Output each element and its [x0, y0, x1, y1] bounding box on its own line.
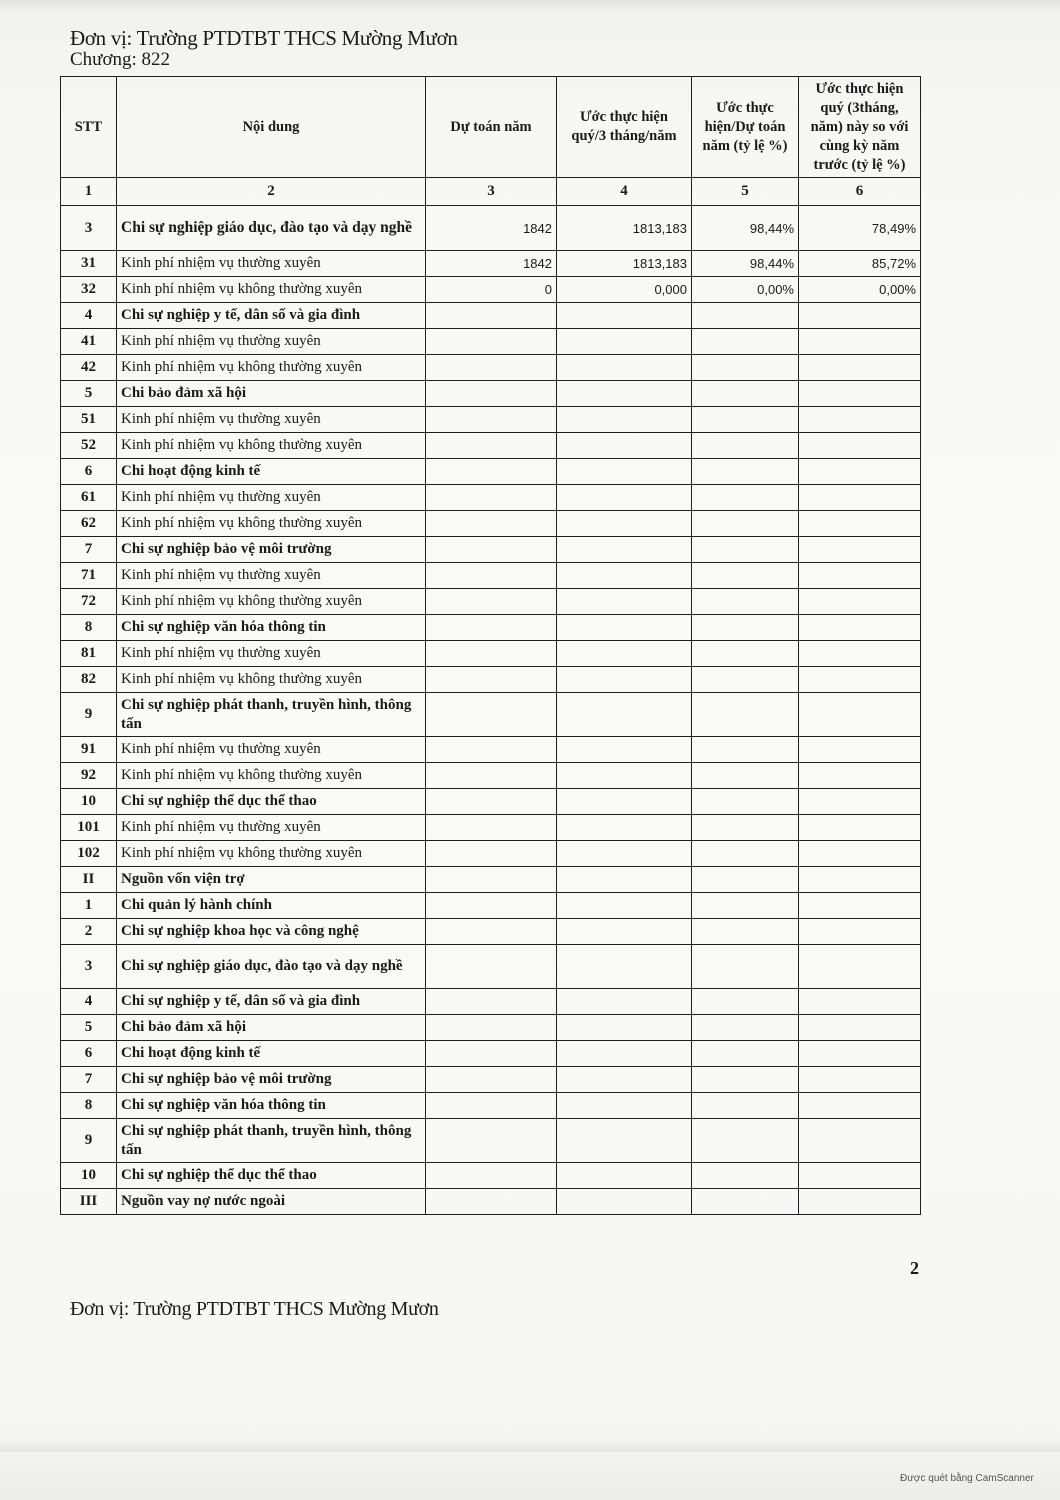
row-content: Kinh phí nhiệm vụ không thường xuyên	[117, 667, 426, 693]
row-ratio-prev-year	[799, 1041, 921, 1067]
row-estimate	[557, 693, 692, 737]
row-content: Kinh phí nhiệm vụ thường xuyên	[117, 251, 426, 277]
row-stt: 8	[61, 615, 117, 641]
row-content: Chi sự nghiệp y tế, dân số và gia đình	[117, 303, 426, 329]
row-estimate	[557, 381, 692, 407]
table-row	[61, 693, 921, 737]
row-budget	[426, 989, 557, 1015]
row-estimate	[557, 1015, 692, 1041]
table-row	[61, 615, 921, 641]
row-ratio-budget	[692, 989, 799, 1015]
row-ratio-prev-year	[799, 1015, 921, 1041]
camscanner-watermark: Được quét bằng CamScanner	[900, 1473, 1034, 1484]
row-stt: 9	[61, 693, 117, 737]
row-budget	[426, 1093, 557, 1119]
row-budget	[426, 693, 557, 737]
table-row	[61, 1041, 921, 1067]
page-number: 2	[910, 1258, 919, 1278]
row-ratio-budget	[692, 1093, 799, 1119]
row-content: Chi sự nghiệp văn hóa thông tin	[117, 615, 426, 641]
table-row	[61, 303, 921, 329]
row-ratio-budget	[692, 1163, 799, 1189]
row-ratio-prev-year	[799, 841, 921, 867]
row-stt: 72	[61, 589, 117, 615]
column-number: 5	[692, 178, 799, 206]
row-budget	[426, 433, 557, 459]
row-stt: 61	[61, 485, 117, 511]
row-estimate	[557, 1041, 692, 1067]
row-stt: 5	[61, 1015, 117, 1041]
table-row	[61, 945, 921, 989]
table-row	[61, 537, 921, 563]
row-budget	[426, 893, 557, 919]
column-number: 1	[61, 178, 117, 206]
row-stt: 2	[61, 919, 117, 945]
row-ratio-budget	[692, 329, 799, 355]
row-content: Chi hoạt động kinh tế	[117, 459, 426, 485]
row-budget	[426, 1189, 557, 1215]
row-content: Kinh phí nhiệm vụ không thường xuyên	[117, 277, 426, 303]
row-budget	[426, 789, 557, 815]
row-estimate	[557, 1189, 692, 1215]
row-estimate	[557, 641, 692, 667]
row-stt: 7	[61, 1067, 117, 1093]
row-estimate	[557, 1163, 692, 1189]
page-edge-top	[0, 0, 1060, 14]
row-budget	[426, 355, 557, 381]
row-ratio-prev-year	[799, 1119, 921, 1163]
table-row	[61, 789, 921, 815]
row-budget	[426, 737, 557, 763]
table-row	[61, 589, 921, 615]
row-estimate	[557, 615, 692, 641]
row-content: Chi sự nghiệp bảo vệ môi trường	[117, 1067, 426, 1093]
row-ratio-prev-year	[799, 485, 921, 511]
row-ratio-budget	[692, 641, 799, 667]
row-ratio-budget	[692, 1015, 799, 1041]
table-row	[61, 407, 921, 433]
row-stt: 6	[61, 1041, 117, 1067]
row-ratio-budget	[692, 563, 799, 589]
row-estimate	[557, 485, 692, 511]
row-ratio-prev-year	[799, 867, 921, 893]
table-row	[61, 329, 921, 355]
row-stt: 1	[61, 893, 117, 919]
row-estimate	[557, 737, 692, 763]
row-content: Nguồn vay nợ nước ngoài	[117, 1189, 426, 1215]
row-ratio-budget	[692, 667, 799, 693]
row-estimate: 1813,183	[557, 206, 692, 251]
row-ratio-prev-year	[799, 615, 921, 641]
row-ratio-budget	[692, 589, 799, 615]
row-stt: 32	[61, 277, 117, 303]
row-ratio-prev-year	[799, 355, 921, 381]
table-row	[61, 563, 921, 589]
row-content: Chi sự nghiệp khoa học và công nghệ	[117, 919, 426, 945]
row-stt: 71	[61, 563, 117, 589]
row-budget	[426, 303, 557, 329]
row-ratio-prev-year	[799, 1189, 921, 1215]
row-stt: 4	[61, 303, 117, 329]
column-header-ratio-prev-year: Ước thực hiện quý (3tháng, năm) này so với cùng kỳ năm trước (tỷ lệ %)	[799, 77, 921, 178]
footer-unit-name: Đơn vị: Trường PTDTBT THCS Mường Mươn	[70, 1298, 439, 1320]
row-stt: 5	[61, 381, 117, 407]
table-row	[61, 381, 921, 407]
row-ratio-budget	[692, 355, 799, 381]
row-stt: 3	[61, 206, 117, 251]
row-estimate	[557, 303, 692, 329]
table-row	[61, 641, 921, 667]
row-content: Kinh phí nhiệm vụ thường xuyên	[117, 815, 426, 841]
row-ratio-prev-year	[799, 737, 921, 763]
row-estimate: 0,000	[557, 277, 692, 303]
row-budget	[426, 381, 557, 407]
row-budget	[426, 919, 557, 945]
row-stt: 81	[61, 641, 117, 667]
row-stt: 102	[61, 841, 117, 867]
row-content: Chi bảo đảm xã hội	[117, 381, 426, 407]
row-ratio-prev-year	[799, 945, 921, 989]
table-row	[61, 1015, 921, 1041]
row-stt: 7	[61, 537, 117, 563]
row-estimate	[557, 763, 692, 789]
column-header-content: Nội dung	[117, 77, 426, 178]
row-content: Chi sự nghiệp giáo dục, đào tạo và dạy nghề	[117, 206, 426, 251]
row-budget	[426, 329, 557, 355]
column-number: 6	[799, 178, 921, 206]
row-ratio-budget: 0,00%	[692, 277, 799, 303]
row-budget	[426, 511, 557, 537]
row-budget	[426, 1163, 557, 1189]
row-ratio-budget	[692, 737, 799, 763]
row-stt: 31	[61, 251, 117, 277]
row-ratio-prev-year	[799, 789, 921, 815]
row-stt: 3	[61, 945, 117, 989]
row-stt: 51	[61, 407, 117, 433]
row-ratio-budget	[692, 693, 799, 737]
row-ratio-budget	[692, 789, 799, 815]
row-content: Chi sự nghiệp bảo vệ môi trường	[117, 537, 426, 563]
table-row	[61, 459, 921, 485]
row-estimate	[557, 841, 692, 867]
row-budget	[426, 763, 557, 789]
table-row	[61, 763, 921, 789]
row-ratio-prev-year	[799, 407, 921, 433]
row-stt: 6	[61, 459, 117, 485]
row-budget	[426, 537, 557, 563]
row-budget: 1842	[426, 251, 557, 277]
table-row	[61, 815, 921, 841]
budget-report-table	[60, 76, 921, 1215]
row-ratio-prev-year	[799, 815, 921, 841]
row-content: Kinh phí nhiệm vụ thường xuyên	[117, 329, 426, 355]
row-ratio-budget: 98,44%	[692, 206, 799, 251]
table-row	[61, 893, 921, 919]
row-ratio-prev-year	[799, 989, 921, 1015]
row-ratio-prev-year	[799, 433, 921, 459]
row-content: Nguồn vốn viện trợ	[117, 867, 426, 893]
row-estimate	[557, 1119, 692, 1163]
row-budget	[426, 485, 557, 511]
row-ratio-budget	[692, 815, 799, 841]
row-budget	[426, 589, 557, 615]
row-estimate	[557, 433, 692, 459]
row-ratio-prev-year	[799, 589, 921, 615]
table-row	[61, 251, 921, 277]
row-content: Chi sự nghiệp thể dục thể thao	[117, 1163, 426, 1189]
row-estimate	[557, 893, 692, 919]
row-estimate	[557, 563, 692, 589]
row-ratio-prev-year	[799, 763, 921, 789]
column-header-ratio-budget: Ước thực hiện/Dự toán năm (tỷ lệ %)	[692, 77, 799, 178]
row-estimate	[557, 789, 692, 815]
column-header-stt: STT	[61, 77, 117, 178]
row-ratio-prev-year	[799, 329, 921, 355]
row-ratio-prev-year	[799, 381, 921, 407]
row-stt: 4	[61, 989, 117, 1015]
row-content: Kinh phí nhiệm vụ thường xuyên	[117, 641, 426, 667]
row-estimate	[557, 815, 692, 841]
row-ratio-budget	[692, 945, 799, 989]
row-stt: 91	[61, 737, 117, 763]
row-ratio-prev-year	[799, 693, 921, 737]
row-budget: 1842	[426, 206, 557, 251]
table-row	[61, 355, 921, 381]
column-header-budget: Dự toán năm	[426, 77, 557, 178]
column-number: 3	[426, 178, 557, 206]
page-edge-bottom	[0, 1440, 1060, 1452]
row-estimate	[557, 945, 692, 989]
table-row	[61, 1093, 921, 1119]
row-ratio-prev-year: 85,72%	[799, 251, 921, 277]
table-row	[61, 989, 921, 1015]
row-estimate	[557, 459, 692, 485]
row-ratio-budget	[692, 381, 799, 407]
table-row	[61, 1189, 921, 1215]
row-budget	[426, 641, 557, 667]
row-estimate	[557, 329, 692, 355]
table-header-row	[61, 77, 921, 178]
row-budget	[426, 667, 557, 693]
row-stt: 41	[61, 329, 117, 355]
table-row	[61, 511, 921, 537]
row-ratio-prev-year	[799, 1067, 921, 1093]
row-ratio-budget	[692, 1119, 799, 1163]
row-estimate	[557, 1067, 692, 1093]
row-estimate	[557, 407, 692, 433]
row-ratio-prev-year	[799, 511, 921, 537]
row-budget	[426, 1119, 557, 1163]
row-stt: 52	[61, 433, 117, 459]
row-ratio-prev-year	[799, 667, 921, 693]
row-ratio-prev-year: 0,00%	[799, 277, 921, 303]
row-ratio-prev-year	[799, 563, 921, 589]
row-content: Kinh phí nhiệm vụ không thường xuyên	[117, 589, 426, 615]
row-stt: 10	[61, 789, 117, 815]
chapter-code: Chương: 822	[70, 49, 171, 70]
table-row	[61, 867, 921, 893]
row-budget	[426, 815, 557, 841]
row-stt: 92	[61, 763, 117, 789]
row-estimate	[557, 919, 692, 945]
row-content: Chi sự nghiệp giáo dục, đào tạo và dạy nghề	[117, 945, 426, 989]
row-estimate	[557, 667, 692, 693]
row-ratio-budget	[692, 1067, 799, 1093]
row-content: Chi sự nghiệp phát thanh, truyền hình, thông tấn	[117, 1119, 426, 1163]
row-budget	[426, 841, 557, 867]
row-content: Chi sự nghiệp văn hóa thông tin	[117, 1093, 426, 1119]
row-ratio-budget	[692, 511, 799, 537]
row-stt: III	[61, 1189, 117, 1215]
row-estimate	[557, 1093, 692, 1119]
row-ratio-prev-year	[799, 641, 921, 667]
table-row	[61, 919, 921, 945]
row-budget	[426, 945, 557, 989]
row-content: Chi quản lý hành chính	[117, 893, 426, 919]
row-estimate	[557, 511, 692, 537]
row-content: Kinh phí nhiệm vụ thường xuyên	[117, 737, 426, 763]
row-ratio-prev-year: 78,49%	[799, 206, 921, 251]
row-content: Chi hoạt động kinh tế	[117, 1041, 426, 1067]
row-ratio-budget	[692, 1189, 799, 1215]
row-content: Kinh phí nhiệm vụ không thường xuyên	[117, 511, 426, 537]
row-content: Kinh phí nhiệm vụ thường xuyên	[117, 485, 426, 511]
row-content: Chi sự nghiệp thể dục thể thao	[117, 789, 426, 815]
row-content: Chi sự nghiệp y tế, dân số và gia đình	[117, 989, 426, 1015]
row-budget	[426, 867, 557, 893]
row-ratio-budget	[692, 867, 799, 893]
row-ratio-budget	[692, 615, 799, 641]
row-ratio-prev-year	[799, 537, 921, 563]
column-number-row	[61, 178, 921, 206]
row-ratio-budget: 98,44%	[692, 251, 799, 277]
row-estimate	[557, 589, 692, 615]
row-budget	[426, 563, 557, 589]
row-content: Kinh phí nhiệm vụ thường xuyên	[117, 407, 426, 433]
table-row	[61, 841, 921, 867]
column-number: 2	[117, 178, 426, 206]
row-budget: 0	[426, 277, 557, 303]
table-body	[61, 206, 921, 1215]
row-ratio-budget	[692, 841, 799, 867]
column-header-estimate: Ước thực hiện quý/3 tháng/năm	[557, 77, 692, 178]
row-budget	[426, 615, 557, 641]
row-estimate	[557, 989, 692, 1015]
row-stt: 62	[61, 511, 117, 537]
row-ratio-prev-year	[799, 459, 921, 485]
row-stt: 10	[61, 1163, 117, 1189]
row-ratio-budget	[692, 893, 799, 919]
row-content: Kinh phí nhiệm vụ không thường xuyên	[117, 841, 426, 867]
row-stt: 101	[61, 815, 117, 841]
row-content: Kinh phí nhiệm vụ thường xuyên	[117, 563, 426, 589]
row-ratio-budget	[692, 919, 799, 945]
row-ratio-prev-year	[799, 1093, 921, 1119]
table-row	[61, 433, 921, 459]
row-budget	[426, 459, 557, 485]
table-row	[61, 277, 921, 303]
table-row	[61, 1119, 921, 1163]
row-ratio-prev-year	[799, 303, 921, 329]
table-row	[61, 1163, 921, 1189]
row-content: Kinh phí nhiệm vụ không thường xuyên	[117, 355, 426, 381]
table-row	[61, 737, 921, 763]
row-budget	[426, 1015, 557, 1041]
row-ratio-prev-year	[799, 1163, 921, 1189]
table-row	[61, 667, 921, 693]
row-stt: 9	[61, 1119, 117, 1163]
row-estimate	[557, 537, 692, 563]
row-stt: 8	[61, 1093, 117, 1119]
row-estimate: 1813,183	[557, 251, 692, 277]
row-ratio-budget	[692, 1041, 799, 1067]
column-number: 4	[557, 178, 692, 206]
row-estimate	[557, 355, 692, 381]
row-ratio-budget	[692, 407, 799, 433]
unit-name: Đơn vị: Trường PTDTBT THCS Mường Mươn	[70, 26, 458, 50]
row-budget	[426, 1067, 557, 1093]
row-content: Chi sự nghiệp phát thanh, truyền hình, thông tấn	[117, 693, 426, 737]
row-stt: 82	[61, 667, 117, 693]
row-ratio-budget	[692, 763, 799, 789]
row-budget	[426, 407, 557, 433]
row-content: Kinh phí nhiệm vụ không thường xuyên	[117, 433, 426, 459]
table-row	[61, 1067, 921, 1093]
row-estimate	[557, 867, 692, 893]
row-ratio-budget	[692, 303, 799, 329]
row-ratio-budget	[692, 537, 799, 563]
row-content: Kinh phí nhiệm vụ không thường xuyên	[117, 763, 426, 789]
row-stt: 42	[61, 355, 117, 381]
table-row	[61, 485, 921, 511]
row-stt: II	[61, 867, 117, 893]
table-row	[61, 206, 921, 251]
row-ratio-budget	[692, 459, 799, 485]
row-content: Chi bảo đảm xã hội	[117, 1015, 426, 1041]
row-ratio-prev-year	[799, 919, 921, 945]
row-budget	[426, 1041, 557, 1067]
row-ratio-budget	[692, 433, 799, 459]
row-ratio-budget	[692, 485, 799, 511]
row-ratio-prev-year	[799, 893, 921, 919]
